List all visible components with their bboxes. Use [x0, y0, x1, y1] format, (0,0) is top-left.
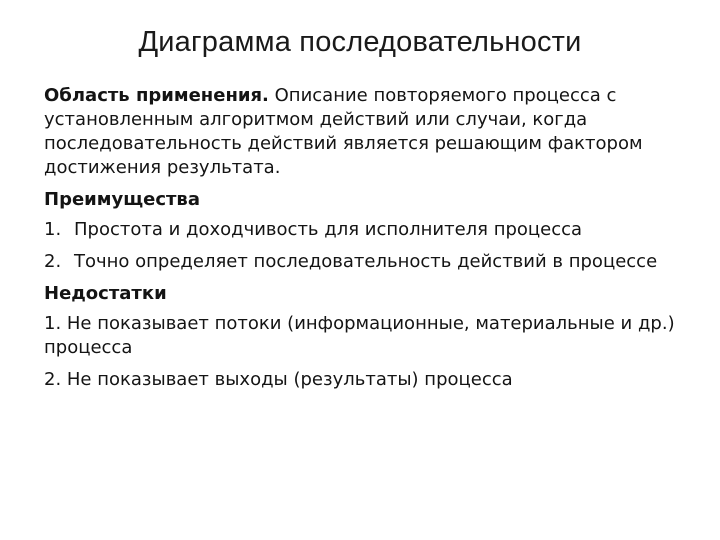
advantage-number: 2. [44, 251, 62, 272]
advantage-text: Точно определяет последовательность действий в процессе [74, 251, 658, 272]
slide-title: Диаграмма последовательности [138, 26, 582, 58]
slide-content [44, 84, 690, 400]
disadvantages-heading: Недостатки [44, 283, 167, 304]
scope-paragraph [44, 84, 690, 180]
disadvantage-item: 2. Не показывает выходы (результаты) процесса [44, 369, 513, 390]
disadvantage-item: 1. Не показывает потоки (информационные, материальные и др.) процесса [44, 313, 675, 358]
advantages-heading: Преимущества [44, 189, 200, 210]
advantage-item [44, 218, 690, 242]
advantage-number: 1. [44, 219, 62, 240]
scope-text: Описание повторяемого процесса с установленным алгоритмом действий или случаи, когда последовательность действий является решающим фактором достижения результата. [44, 85, 643, 178]
advantage-item [44, 250, 690, 274]
advantage-text: Простота и доходчивость для исполнителя процесса [74, 219, 583, 240]
scope-label: Область применения. [44, 85, 269, 106]
